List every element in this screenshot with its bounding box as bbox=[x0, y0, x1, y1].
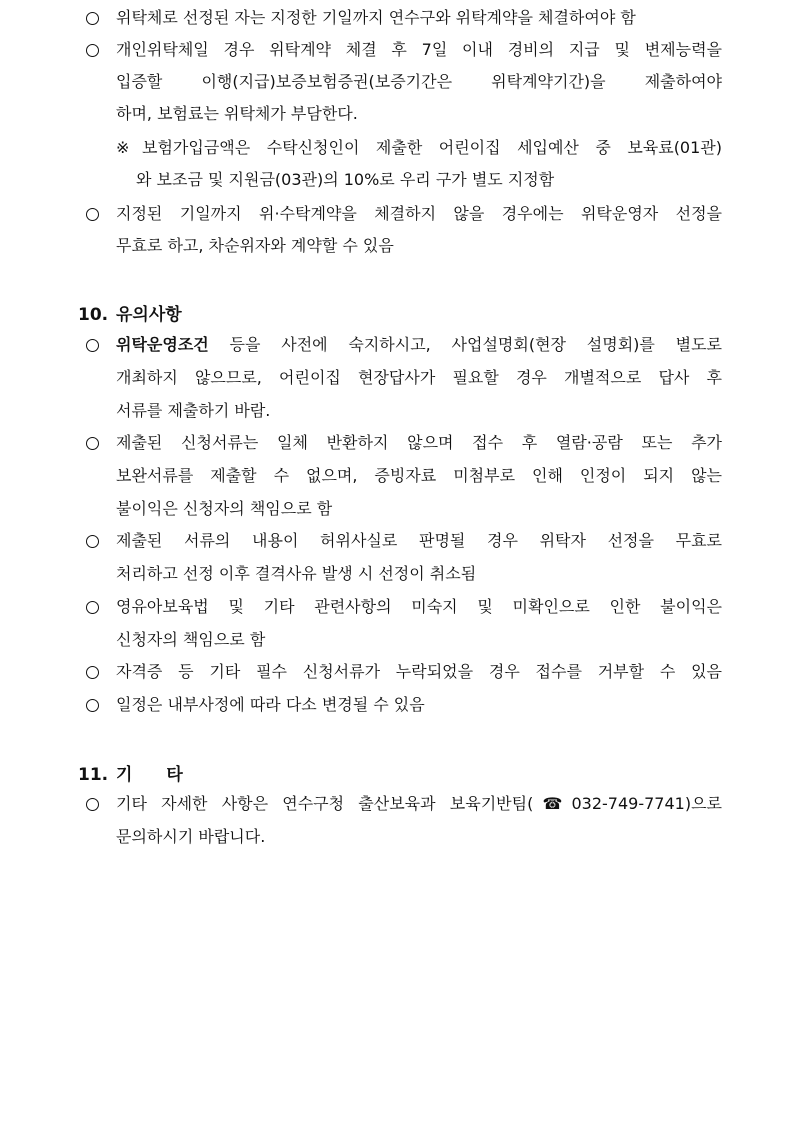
note-text: 보험가입금액은 수탁신청인이 제출한 어린이집 세입예산 중 보육료(01관) bbox=[142, 138, 722, 157]
item-text: 문의하시기 바랍니다. bbox=[116, 827, 266, 846]
circle-bullet-icon bbox=[86, 601, 99, 614]
item-text: 영유아보육법 및 기타 관련사항의 미숙지 및 미확인으로 인한 불이익은 bbox=[116, 597, 722, 616]
item-text: 개최하지 않으므로, 어린이집 현장답사가 필요할 경우 개별적으로 답사 후 bbox=[116, 368, 722, 387]
circle-bullet-icon bbox=[86, 208, 99, 221]
item-text: 입증할 이행(지급)보증보험증권(보증기간은 위탁계약기간)을 제출하여야 bbox=[116, 72, 722, 91]
section-number: 11. bbox=[78, 765, 109, 785]
item-text: 개인위탁체일 경우 위탁계약 체결 후 7일 이내 경비의 지급 및 변제능력을 bbox=[116, 40, 722, 59]
item-text: 처리하고 선정 이후 결격사유 발생 시 선정이 취소됨 bbox=[116, 564, 477, 583]
item-text bbox=[116, 335, 722, 355]
item-text: 보완서류를 제출할 수 없으며, 증빙자료 미첨부로 인해 인정이 되지 않는 bbox=[116, 466, 722, 485]
item-text: 무효로 하고, 차순위자와 계약할 수 있음 bbox=[116, 236, 394, 255]
section-heading-10 bbox=[78, 300, 182, 325]
item-text: 제출된 서류의 내용이 허위사실로 판명될 경우 위탁자 선정을 무효로 bbox=[116, 531, 722, 550]
section-number: 10. bbox=[78, 305, 109, 325]
item-text: 신청자의 책임으로 함 bbox=[116, 630, 266, 649]
item-text: 기타 자세한 사항은 연수구청 출산보육과 보육기반팀(☎032-749-7741)으로 bbox=[116, 794, 722, 813]
section-title: 유의사항 bbox=[116, 305, 182, 325]
bold-term: 위탁운영조건 bbox=[116, 335, 209, 354]
circle-bullet-icon bbox=[86, 666, 99, 679]
item-text-rest: 등을 사전에 숙지하시고, 사업설명회(현장 설명회)를 별도로 bbox=[208, 335, 722, 354]
item-text: 서류를 제출하기 바람. bbox=[116, 401, 271, 420]
item-text: 자격증 등 기타 필수 신청서류가 누락되었을 경우 접수를 거부할 수 있음 bbox=[116, 662, 722, 681]
item-text: 하며, 보험료는 위탁체가 부담한다. bbox=[116, 104, 358, 123]
item-text: 위탁체로 선정된 자는 지정한 기일까지 연수구와 위탁계약을 체결하여야 함 bbox=[116, 8, 636, 27]
item-text: 불이익은 신청자의 책임으로 함 bbox=[116, 499, 333, 518]
circle-bullet-icon bbox=[86, 437, 99, 450]
circle-bullet-icon bbox=[86, 535, 99, 548]
circle-bullet-icon bbox=[86, 798, 99, 811]
circle-bullet-icon bbox=[86, 12, 99, 25]
circle-bullet-icon bbox=[86, 44, 99, 57]
item-text: 일정은 내부사정에 따라 다소 변경될 수 있음 bbox=[116, 695, 425, 714]
item-text: 지정된 기일까지 위·수탁계약을 체결하지 않을 경우에는 위탁운영자 선정을 bbox=[116, 204, 722, 223]
section-heading-11 bbox=[78, 760, 217, 785]
item-text: 제출된 신청서류는 일체 반환하지 않으며 접수 후 열람·공람 또는 추가 bbox=[116, 433, 722, 452]
section-title: 기타 bbox=[116, 765, 217, 785]
note-mark-icon: ※ bbox=[116, 138, 130, 157]
note-text: 와 보조금 및 지원금(03관)의 10%로 우리 구가 별도 지정함 bbox=[136, 170, 555, 189]
circle-bullet-icon bbox=[86, 339, 99, 352]
circle-bullet-icon bbox=[86, 699, 99, 712]
